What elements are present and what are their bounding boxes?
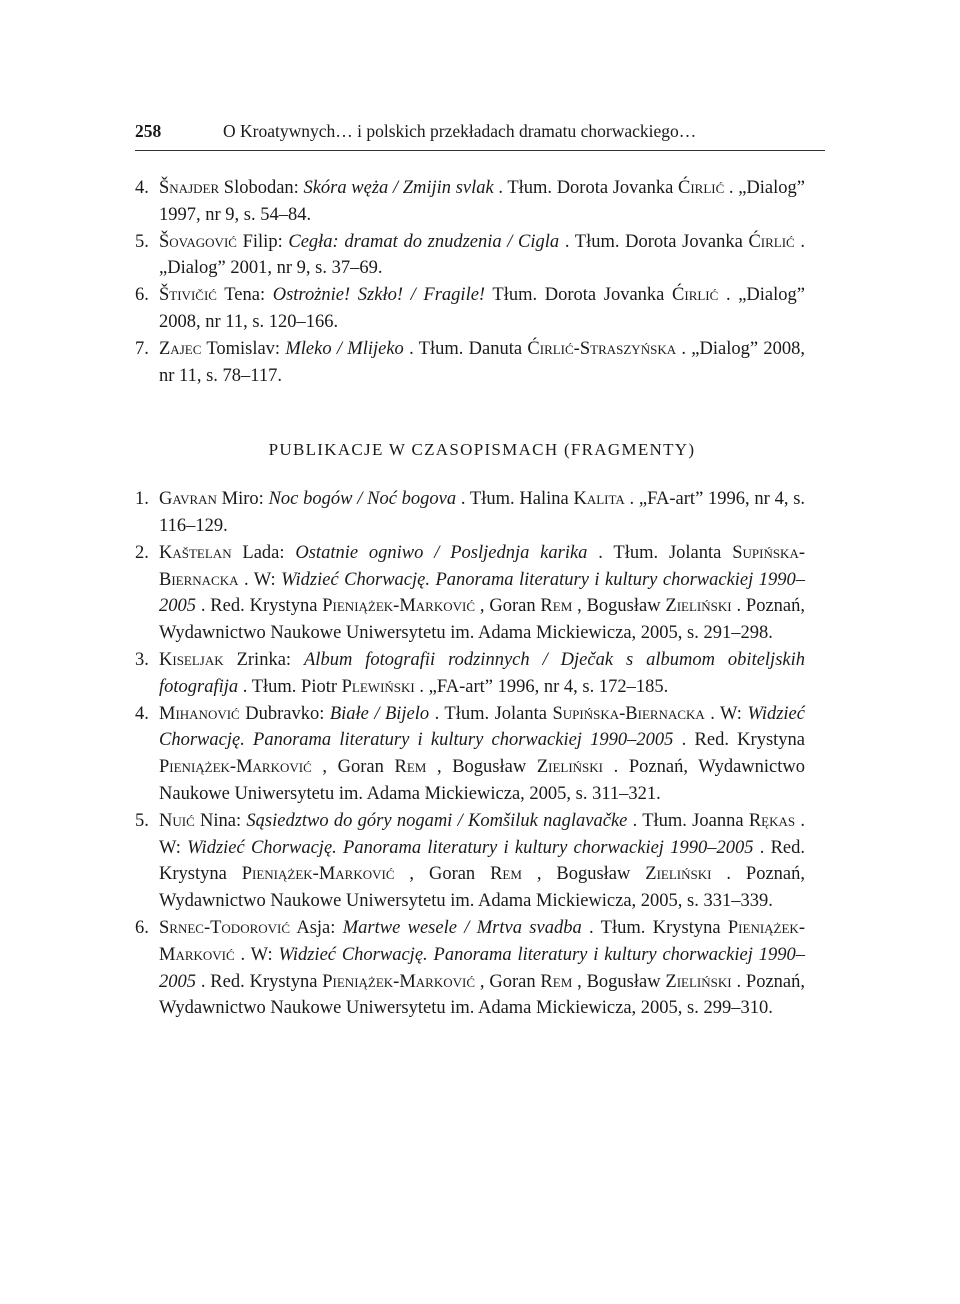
author-name: Štivičić xyxy=(159,285,217,306)
bibliography-entry xyxy=(135,915,805,1022)
page-number: 258 xyxy=(135,121,162,141)
entry-text: . Tłum. Halina xyxy=(456,489,574,510)
entry-text: Zrinka: xyxy=(223,649,304,670)
periodical-list xyxy=(135,486,805,1022)
entry-text: . Red. Krystyna xyxy=(159,837,805,885)
author-name: Srnec-Todorović xyxy=(159,917,291,938)
author-name: Ćirlić-Straszyńska xyxy=(527,338,677,359)
entry-text: . W: xyxy=(238,569,282,590)
author-name: Pieniążek-Marković xyxy=(241,864,395,885)
entry-text: , Goran xyxy=(311,757,395,778)
entry-text: . Red. Krystyna xyxy=(196,596,323,617)
entry-number: 4. xyxy=(135,703,149,724)
author-name: Rem xyxy=(490,864,522,885)
entry-text: , Bogusław xyxy=(572,971,666,992)
author-name: Rem xyxy=(394,757,427,778)
italic-title: Ostrożnie! Szkło! / Fragile! xyxy=(272,285,486,306)
author-name: Pieniążek-Marković xyxy=(322,596,476,617)
entry-text: . Tłum. Danuta xyxy=(403,338,528,359)
entry-number: 5. xyxy=(135,231,149,252)
entry-text: , Goran xyxy=(394,864,491,885)
italic-title: Widzieć Chorwację. Panorama literatury i kultury chorwackiej 1990–2005 xyxy=(159,944,805,992)
bibliography-entry xyxy=(135,336,805,390)
entry-text: Tena: xyxy=(216,285,273,306)
entry-number: 6. xyxy=(135,285,149,306)
italic-title: Mleko / Mlijeko xyxy=(285,338,404,359)
italic-title: Martwe wesele / Mrtva svadba xyxy=(342,917,582,938)
entry-text: Dubravko: xyxy=(239,703,330,724)
entry-text: . Tłum. Jolanta xyxy=(429,703,553,724)
entry-text: , Bogusław xyxy=(426,757,537,778)
entry-text: . „Dialog” 2008, nr 11, s. 120–166. xyxy=(159,285,805,332)
italic-title: Album fotografii rodzinnych / Dječak s albumom obiteljskih fotografija xyxy=(159,649,806,697)
author-name: Mihanović xyxy=(159,703,240,724)
entry-text: . Red. Krystyna xyxy=(196,971,323,992)
entry-text: . Red. Krystyna xyxy=(673,730,805,751)
entry-number: 4. xyxy=(135,178,149,198)
entry-text: Nina: xyxy=(194,810,247,831)
entry-text: . „Dialog” 2001, nr 9, s. 37–69. xyxy=(159,231,805,279)
entry-text: , Goran xyxy=(475,596,541,617)
author-name: Zieliński xyxy=(665,596,732,617)
entry-text: . Tłum. Dorota Jovanka xyxy=(493,178,678,198)
header-rule xyxy=(135,150,825,151)
author-name: Supińska-Biernacka xyxy=(159,542,805,590)
entry-number: 6. xyxy=(135,917,149,938)
italic-title: Widzieć Chorwację. Panorama literatury i kultury chorwackiej 1990–2005 xyxy=(187,837,754,858)
author-name: Rem xyxy=(540,596,573,617)
author-name: Zieliński xyxy=(665,971,732,992)
entry-text: . Tłum. Krystyna xyxy=(581,917,728,938)
author-name: Nuić xyxy=(159,810,195,831)
italic-title: Widzieć Chorwację. Panorama literatury i kultury chorwackiej 1990–2005 xyxy=(159,569,805,617)
author-name: Gavran xyxy=(159,489,217,510)
bibliography-entry xyxy=(135,175,805,229)
entry-number: 5. xyxy=(135,810,149,831)
entry-text: . „FA-art” 1996, nr 4, s. 116–129. xyxy=(159,489,806,536)
author-name: Ćirlić xyxy=(672,285,719,306)
entry-text: . Tłum. Piotr xyxy=(238,676,342,697)
author-name: Ćirlić xyxy=(748,231,795,252)
author-name: Kiseljak xyxy=(159,649,224,670)
entry-text: . Tłum. Joanna xyxy=(627,810,749,831)
author-name: Šnajder xyxy=(159,178,220,198)
italic-title: Sąsiedztwo do góry nogami / Komšiluk naglavačke xyxy=(246,810,628,831)
entry-text: Tomislav: xyxy=(201,338,286,359)
entry-text: Slobodan: xyxy=(219,178,304,198)
bibliography-entry xyxy=(135,282,805,336)
entry-text: Miro: xyxy=(216,489,269,510)
entry-text: Asja: xyxy=(290,917,343,938)
entry-text: . W: xyxy=(234,944,279,965)
entry-number: 2. xyxy=(135,542,149,563)
entry-text: Lada: xyxy=(231,542,296,563)
italic-title: Cegła: dramat do znudzenia / Cigla xyxy=(288,231,560,252)
italic-title: Ostatnie ogniwo / Posljednja karika xyxy=(295,542,588,563)
entry-text: . „FA-art” 1996, nr 4, s. 172–185. xyxy=(414,676,669,697)
bibliography-entry xyxy=(135,701,805,808)
author-name: Rem xyxy=(540,971,573,992)
entry-text: , Bogusław xyxy=(572,596,666,617)
entry-number: 3. xyxy=(135,649,149,670)
entry-text: . Tłum. Dorota Jovanka xyxy=(559,231,749,252)
entry-text: . Tłum. Jolanta xyxy=(587,542,733,563)
author-name: Supińska-Biernacka xyxy=(552,703,705,724)
entry-text: . W: xyxy=(159,810,806,858)
italic-title: Białe / Bijelo xyxy=(329,703,430,724)
entry-text: . Poznań, Wydawnictwo Naukowe Uniwersytetu im. Adama Mickiewicza, 2005, s. 311–321. xyxy=(159,757,806,804)
author-name: Pieniążek-Marković xyxy=(159,757,312,778)
italic-title: Widzieć Chorwację. Panorama literatury i kultury chorwackiej 1990–2005 xyxy=(159,703,805,751)
entry-text: . Poznań, Wydawnictwo Naukowe Uniwersytetu im. Adama Mickiewicza, 2005, s. 291–298. xyxy=(159,596,806,644)
bibliography-entry xyxy=(135,808,805,915)
author-name: Plewiński xyxy=(341,676,415,697)
author-name: Zieliński xyxy=(536,757,604,778)
bibliography-entry xyxy=(135,540,805,647)
entry-number: 1. xyxy=(135,489,149,510)
bibliography-entry xyxy=(135,486,805,540)
running-header xyxy=(135,120,825,150)
author-name: Pieniążek-Marković xyxy=(322,971,476,992)
author-name: Zajec xyxy=(159,338,202,359)
bibliography-entry xyxy=(135,647,805,701)
section-title: PUBLIKACJE W CZASOPISMACH (FRAGMENTY) xyxy=(268,440,696,460)
entry-text: Filip: xyxy=(236,231,289,252)
author-name: Zieliński xyxy=(645,864,712,885)
italic-title: Noc bogów / Noć bogova xyxy=(268,489,457,510)
author-name: Kaštelan xyxy=(159,542,232,563)
author-name: Ćirlić xyxy=(678,178,725,198)
entry-text: . W: xyxy=(704,703,748,724)
drama-list xyxy=(135,175,805,389)
entry-text: . „Dialog” 2008, nr 11, s. 78–117. xyxy=(159,338,805,386)
author-name: Rękas xyxy=(748,810,796,831)
italic-title: Skóra węża / Zmijin svlak xyxy=(303,178,494,198)
entry-number: 7. xyxy=(135,338,149,359)
entry-text: Tłum. Dorota Jovanka xyxy=(485,285,673,306)
author-name: Pieniążek-Marković xyxy=(159,917,805,965)
entry-text: . Poznań, Wydawnictwo Naukowe Uniwersytetu im. Adama Mickiewicza, 2005, s. 299–310. xyxy=(159,971,806,1019)
author-name: Kalita xyxy=(573,489,625,510)
bibliography-entry xyxy=(135,229,805,283)
entry-text: . Poznań, Wydawnictwo Naukowe Uniwersytetu im. Adama Mickiewicza, 2005, s. 331–339. xyxy=(159,864,805,912)
entry-text: . „Dialog” 1997, nr 9, s. 54–84. xyxy=(159,178,805,225)
author-name: Šovagović xyxy=(159,231,237,252)
entry-text: , Bogusław xyxy=(521,864,646,885)
entry-text: , Goran xyxy=(475,971,541,992)
bibliography-body xyxy=(135,175,805,1022)
running-title: O Kroatywnych… i polskich przekładach dramatu chorwackiego… xyxy=(223,121,697,141)
